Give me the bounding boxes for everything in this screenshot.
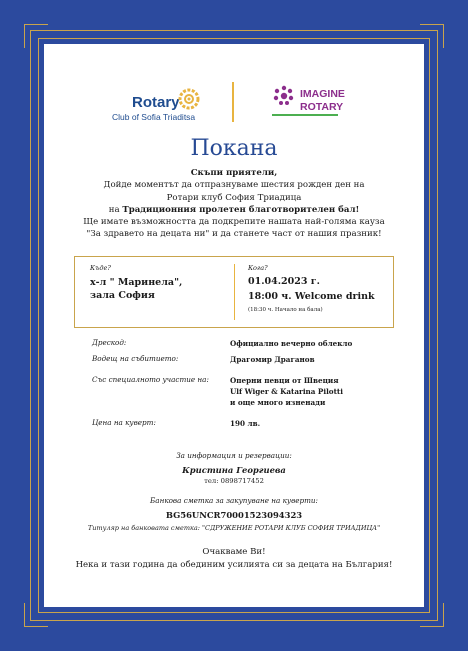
location-label: Къде? [90, 264, 111, 272]
logo-divider [232, 82, 234, 122]
bank-holder: Титуляр на банковата сметка: "СДРУЖЕНИЕ РОТАРИ КЛУБ СОФИЯ ТРИАДИЦА" [87, 524, 381, 532]
guests-line: и още много изненади [230, 398, 326, 407]
imagine-logo-subtext: ROTARY [300, 101, 344, 113]
event-date: 01.04.2023 г. [248, 276, 320, 287]
detail-label: Дрескод: [92, 338, 127, 347]
contact-name: Кристина Георгиева [182, 465, 286, 475]
guests-line: Ulf Wiger & Katarina Pilotti [230, 387, 343, 396]
closing-line: Очакваме Ви! [202, 547, 266, 557]
guests-line: Оперни певци от Швеция [230, 376, 339, 385]
frame-corner-ornament [24, 603, 48, 627]
detail-value: Драгомир Драганов [230, 355, 315, 364]
intro-line: "За здравето на децата ни" и да станете част от нашия празник! [86, 229, 382, 240]
intro-line: Ротари клуб София Триадица [166, 192, 302, 203]
location-line: зала София [90, 290, 155, 301]
event-time: 18:00 ч. Welcome drink [248, 291, 375, 302]
imagine-rotary-icon [272, 84, 296, 108]
intro-line-prefix: на [108, 204, 123, 215]
contact-label: За информация и резервации: [176, 451, 292, 460]
detail-value: 190 лв. [230, 419, 261, 428]
event-info-divider [234, 264, 235, 320]
frame-corner-ornament [420, 603, 444, 627]
rotary-wheel-icon [178, 88, 200, 110]
intro-line: Ще имате възможността да подкрепите нашата най-голяма кауза [83, 217, 385, 228]
imagine-logo-text: IMAGINE [300, 88, 345, 100]
contact-section [44, 451, 424, 532]
location-line: х-л " Маринела", [90, 277, 183, 288]
bank-label: Банкова сметка за закупуване на куверти: [150, 496, 318, 505]
detail-label: Със специалното участие на: [92, 375, 209, 384]
intro-line: Дойде моментът да отпразнуваме шестия рожден ден на [103, 180, 365, 191]
rotary-club-name: Club of Sofia Triaditsa [112, 112, 196, 122]
contact-phone: тел: 0898717452 [204, 477, 264, 485]
logo-bar [44, 78, 424, 126]
when-label: Кога? [248, 264, 268, 272]
detail-label: Водещ на събитието: [92, 354, 179, 363]
event-time-note: (18:30 ч. Начало на бала) [248, 307, 323, 313]
rotary-logo-text: Rotary [132, 94, 180, 111]
frame-corner-ornament [24, 24, 48, 48]
ball-name: Традиционния пролетен благотворителен бал! [122, 204, 360, 215]
detail-value [230, 375, 343, 408]
closing-line: Нека и тази година да обединим усилията си за децата на България! [75, 560, 393, 570]
location-value [90, 276, 182, 302]
intro-text [58, 167, 410, 241]
detail-value: Официално вечерно облекло [230, 339, 353, 348]
frame-corner-ornament [420, 24, 444, 48]
detail-label: Цена на куверт: [92, 418, 156, 427]
greeting: Скъпи приятели, [190, 168, 278, 178]
imagine-underline [272, 114, 338, 116]
intro-line [58, 204, 410, 216]
bank-iban: BG56UNCR70001523094323 [165, 510, 303, 520]
closing-text [44, 546, 424, 572]
page-title: Покана [190, 136, 278, 161]
